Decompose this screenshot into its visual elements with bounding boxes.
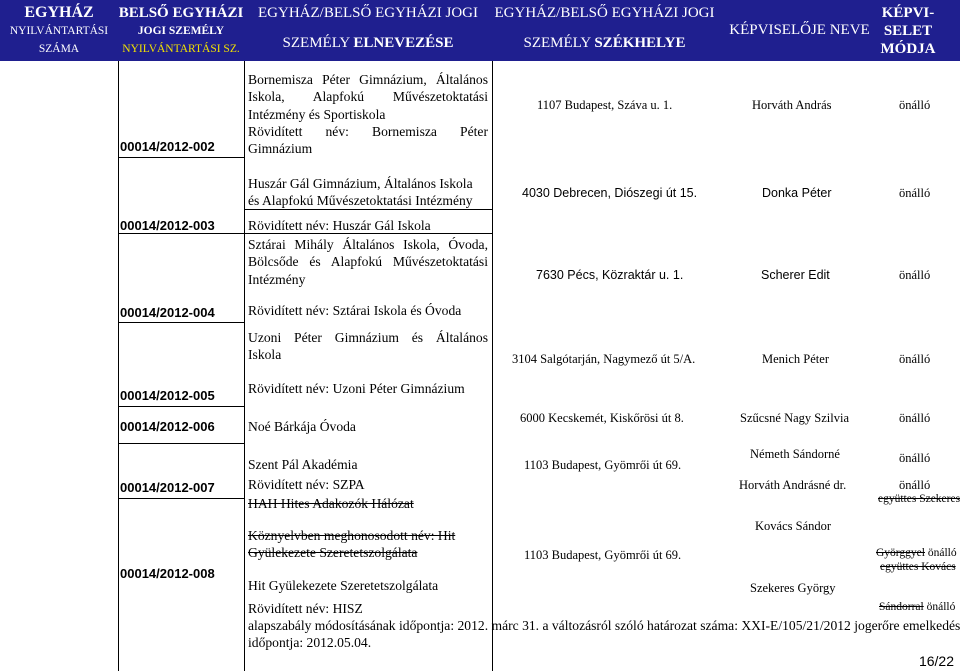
footnote: alapszabály módosításának időpontja: 2012. márc 31. a változásról szóló határozat száma: XXI-E/105/21/2012 jogerőre emelkedés időpontja: 2012.05.04.: [248, 618, 960, 651]
entity-seat: 4030 Debrecen, Diószegi út 15.: [522, 186, 698, 200]
header-internal-registry-number: BELSŐ EGYHÁZI JOGI SZEMÉLY NYILVÁNTARTÁSI SZ.: [118, 5, 244, 55]
representation-mode: önálló: [899, 451, 931, 465]
registry-number: 00014/2012-004: [120, 305, 215, 320]
representation-mode: önálló: [899, 268, 931, 282]
representation-mode: Györggyel önálló: [876, 547, 957, 559]
row-divider: [118, 443, 244, 444]
representative-name: Horváth Andrásné dr.: [739, 478, 847, 492]
entity-seat: 1103 Budapest, Gyömrői út 69.: [524, 548, 682, 562]
entity-seat: 6000 Kecskemét, Kiskőrösi út 8.: [520, 411, 684, 425]
registry-number: 00014/2012-006: [120, 419, 215, 434]
entity-name: Uzoni Péter Gimnázium és Általános Iskola Rövidített név: Uzoni Péter Gimnázium: [248, 330, 488, 396]
registry-number: 00014/2012-002: [120, 139, 215, 154]
entity-seat: 7630 Pécs, Közraktár u. 1.: [536, 268, 684, 282]
row-divider: [118, 498, 244, 499]
representative-name: Donka Péter: [762, 186, 832, 200]
representation-mode-struck: együttes Kovács: [880, 561, 956, 573]
entity-name: Huszár Gál Gimnázium, Általános Iskola és Alapfokú Művészetoktatási Intézmény Rövidített név: Huszár Gál Iskola: [248, 176, 473, 233]
grid-line: [118, 61, 119, 671]
registry-number: 00014/2012-005: [120, 388, 215, 403]
entity-name: Hit Gyülekezete Szeretetszolgálata Rövidített név: HISZ: [248, 578, 439, 617]
representation-mode: önálló: [899, 352, 931, 366]
registry-number: 00014/2012-007: [120, 480, 215, 495]
representation-mode: önálló: [899, 186, 931, 200]
entity-common-name: Köznyelvben meghonosodott név: Hit Gyülekezete Szeretetszolgálata: [248, 528, 456, 561]
representation-mode: önálló: [899, 478, 931, 492]
row-divider: [118, 322, 244, 323]
entity-name: Sztárai Mihály Általános Iskola, Óvoda, Bölcsőde és Alapfokú Művészetoktatási Intézmény Rövidített név: Sztárai Iskola és Óvoda: [248, 237, 488, 318]
representation-mode-struck: együttes Szekeres: [878, 493, 960, 505]
header-representative: KÉPVISELŐJE NEVE: [729, 22, 870, 38]
entity-seat: 3104 Salgótarján, Nagymező út 5/A.: [512, 352, 696, 366]
entity-seat: 1103 Budapest, Gyömrői út 69.: [524, 458, 682, 472]
entity-seat: 1107 Budapest, Száva u. 1.: [537, 98, 673, 112]
page-number: 16/22: [918, 653, 954, 669]
representation-mode: önálló: [899, 411, 931, 425]
entity-name: Bornemisza Péter Gimnázium, Általános Iskola, Alapfokú Művészetoktatási Intézmény és Sportiskola Rövidített név: Bornemisza Péter Gimnázium: [248, 72, 488, 157]
representative-name: Szűcsné Nagy Szilvia: [740, 411, 850, 425]
representative-name: Kovács Sándor: [755, 519, 832, 533]
entity-name: Szent Pál Akadémia Rövidített név: SZPA: [248, 457, 365, 493]
header-entity-name: EGYHÁZ/BELSŐ EGYHÁZI JOGI SZEMÉLY ELNEVEZÉSE: [258, 5, 478, 51]
registry-number: 00014/2012-008: [120, 566, 215, 581]
header-registry-number: EGYHÁZ NYILVÁNTARTÁSI SZÁMA: [9, 4, 109, 55]
row-divider: [118, 157, 244, 158]
grid-line: [492, 61, 493, 671]
registry-number: 00014/2012-003: [120, 218, 215, 233]
representative-name: Németh Sándorné: [750, 447, 840, 461]
grid-line: [244, 61, 245, 671]
representative-name: Scherer Edit: [761, 268, 830, 282]
row-divider: [118, 233, 244, 234]
row-divider: [118, 406, 244, 407]
representation-mode: önálló: [899, 98, 931, 112]
representation-mode: Sándorral önálló: [879, 601, 956, 613]
entity-former-name: HAH Hites Adakozók Hálózat: [248, 496, 414, 511]
header-representation-mode: KÉPVI- SELET MÓDJA: [880, 5, 936, 57]
header-entity-seat: EGYHÁZ/BELSŐ EGYHÁZI JOGI SZEMÉLY SZÉKHELYE: [494, 5, 715, 51]
representative-name: Menich Péter: [762, 352, 829, 366]
representative-name: Szekeres György: [750, 581, 836, 595]
entity-name: Noé Bárkája Óvoda: [248, 419, 356, 434]
representative-name: Horváth András: [752, 98, 832, 112]
